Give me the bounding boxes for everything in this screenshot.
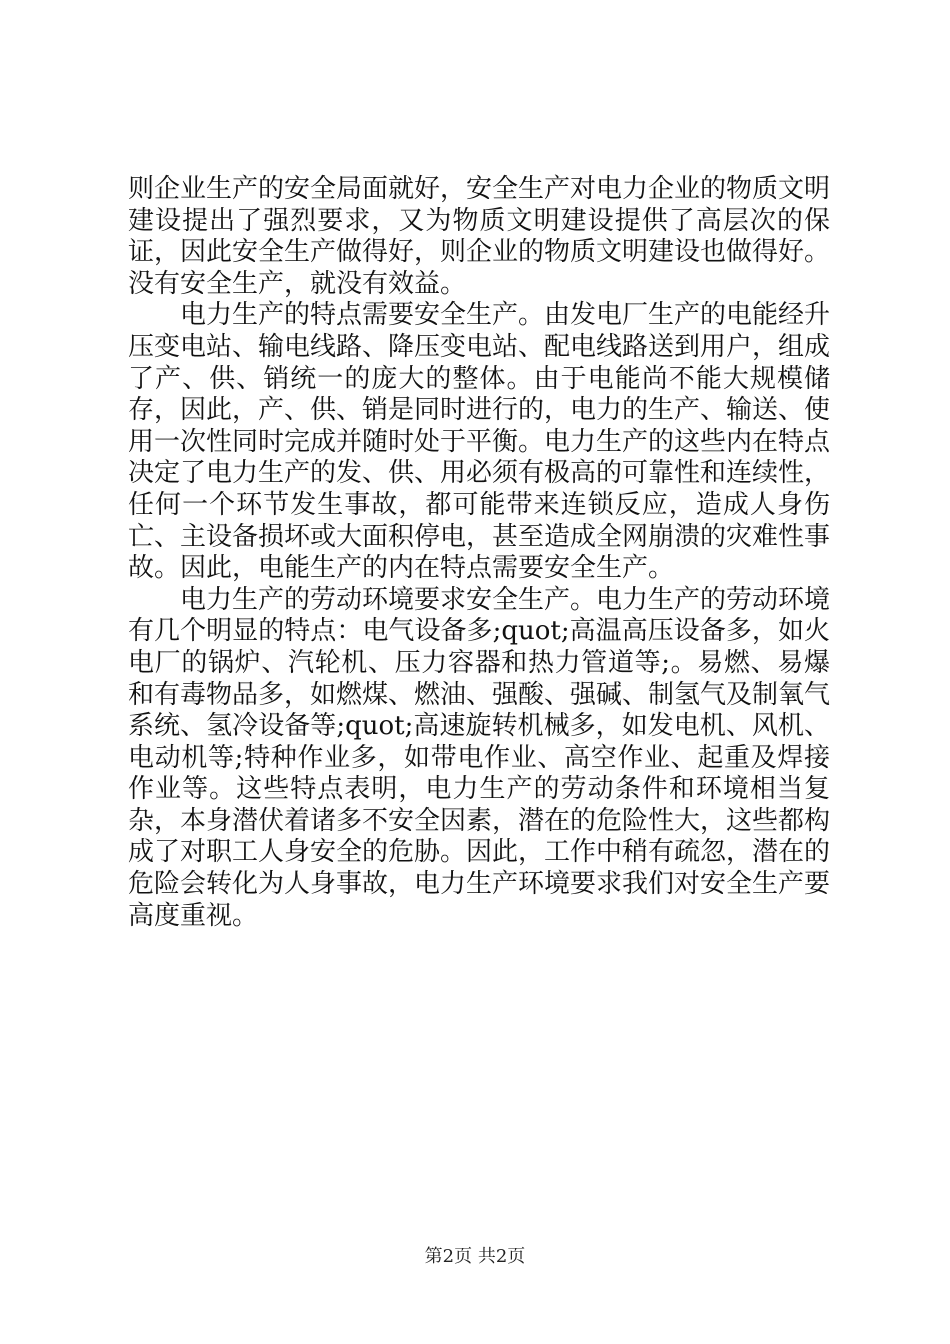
document-body xyxy=(128,174,830,932)
paragraph-power-production-characteristics: 电力生产的特点需要安全生产。由发电厂生产的电能经升压变电站、输电线路、降压变电站、配电线路送到用户，组成了产、供、销统一的庞大的整体。由于电能尚不能大规模储存，因此，产、供、销是同时进行的，电力的生产、输送、使用一次性同时完成并随时处于平衡。电力生产的这些内在特点决定了电力生产的发、供、用必须有极高的可靠性和连续性，任何一个环节发生事故，都可能带来连锁反应，造成人身伤亡、主设备损坏或大面积停电，甚至造成全网崩溃的灾难性事故。因此，电能生产的内在特点需要安全生产。 xyxy=(128,300,831,584)
paragraph-working-environment: 电力生产的劳动环境要求安全生产。电力生产的劳动环境有几个明显的特点：电气设备多;quot;高温高压设备多，如火电厂的锅炉、汽轮机、压力容器和热力管道等;。易燃、易爆和有毒物品多，如燃煤、燃油、强酸、强碱、制氢气及制氧气系统、氢冷设备等;quot;高速旋转机械多，如发电机、风机、电动机等;特种作业多，如带电作业、高空作业、起重及焊接作业等。这些特点表明，电力生产的劳动条件和环境相当复杂，本身潜伏着诸多不安全因素，潜在的危险性大，这些都构成了对职工人身安全的危胁。因此，工作中稍有疏忽，潜在的危险会转化为人身事故，电力生产环境要求我们对安全生产要高度重视。 xyxy=(128,584,831,931)
page-footer: 第2页 共2页 xyxy=(424,1246,526,1267)
paragraph-continued: 则企业生产的安全局面就好，安全生产对电力企业的物质文明建设提出了强烈要求，又为物质文明建设提供了高层次的保证，因此安全生产做得好，则企业的物质文明建设也做得好。没有安全生产，就没有效益。 xyxy=(128,174,831,299)
